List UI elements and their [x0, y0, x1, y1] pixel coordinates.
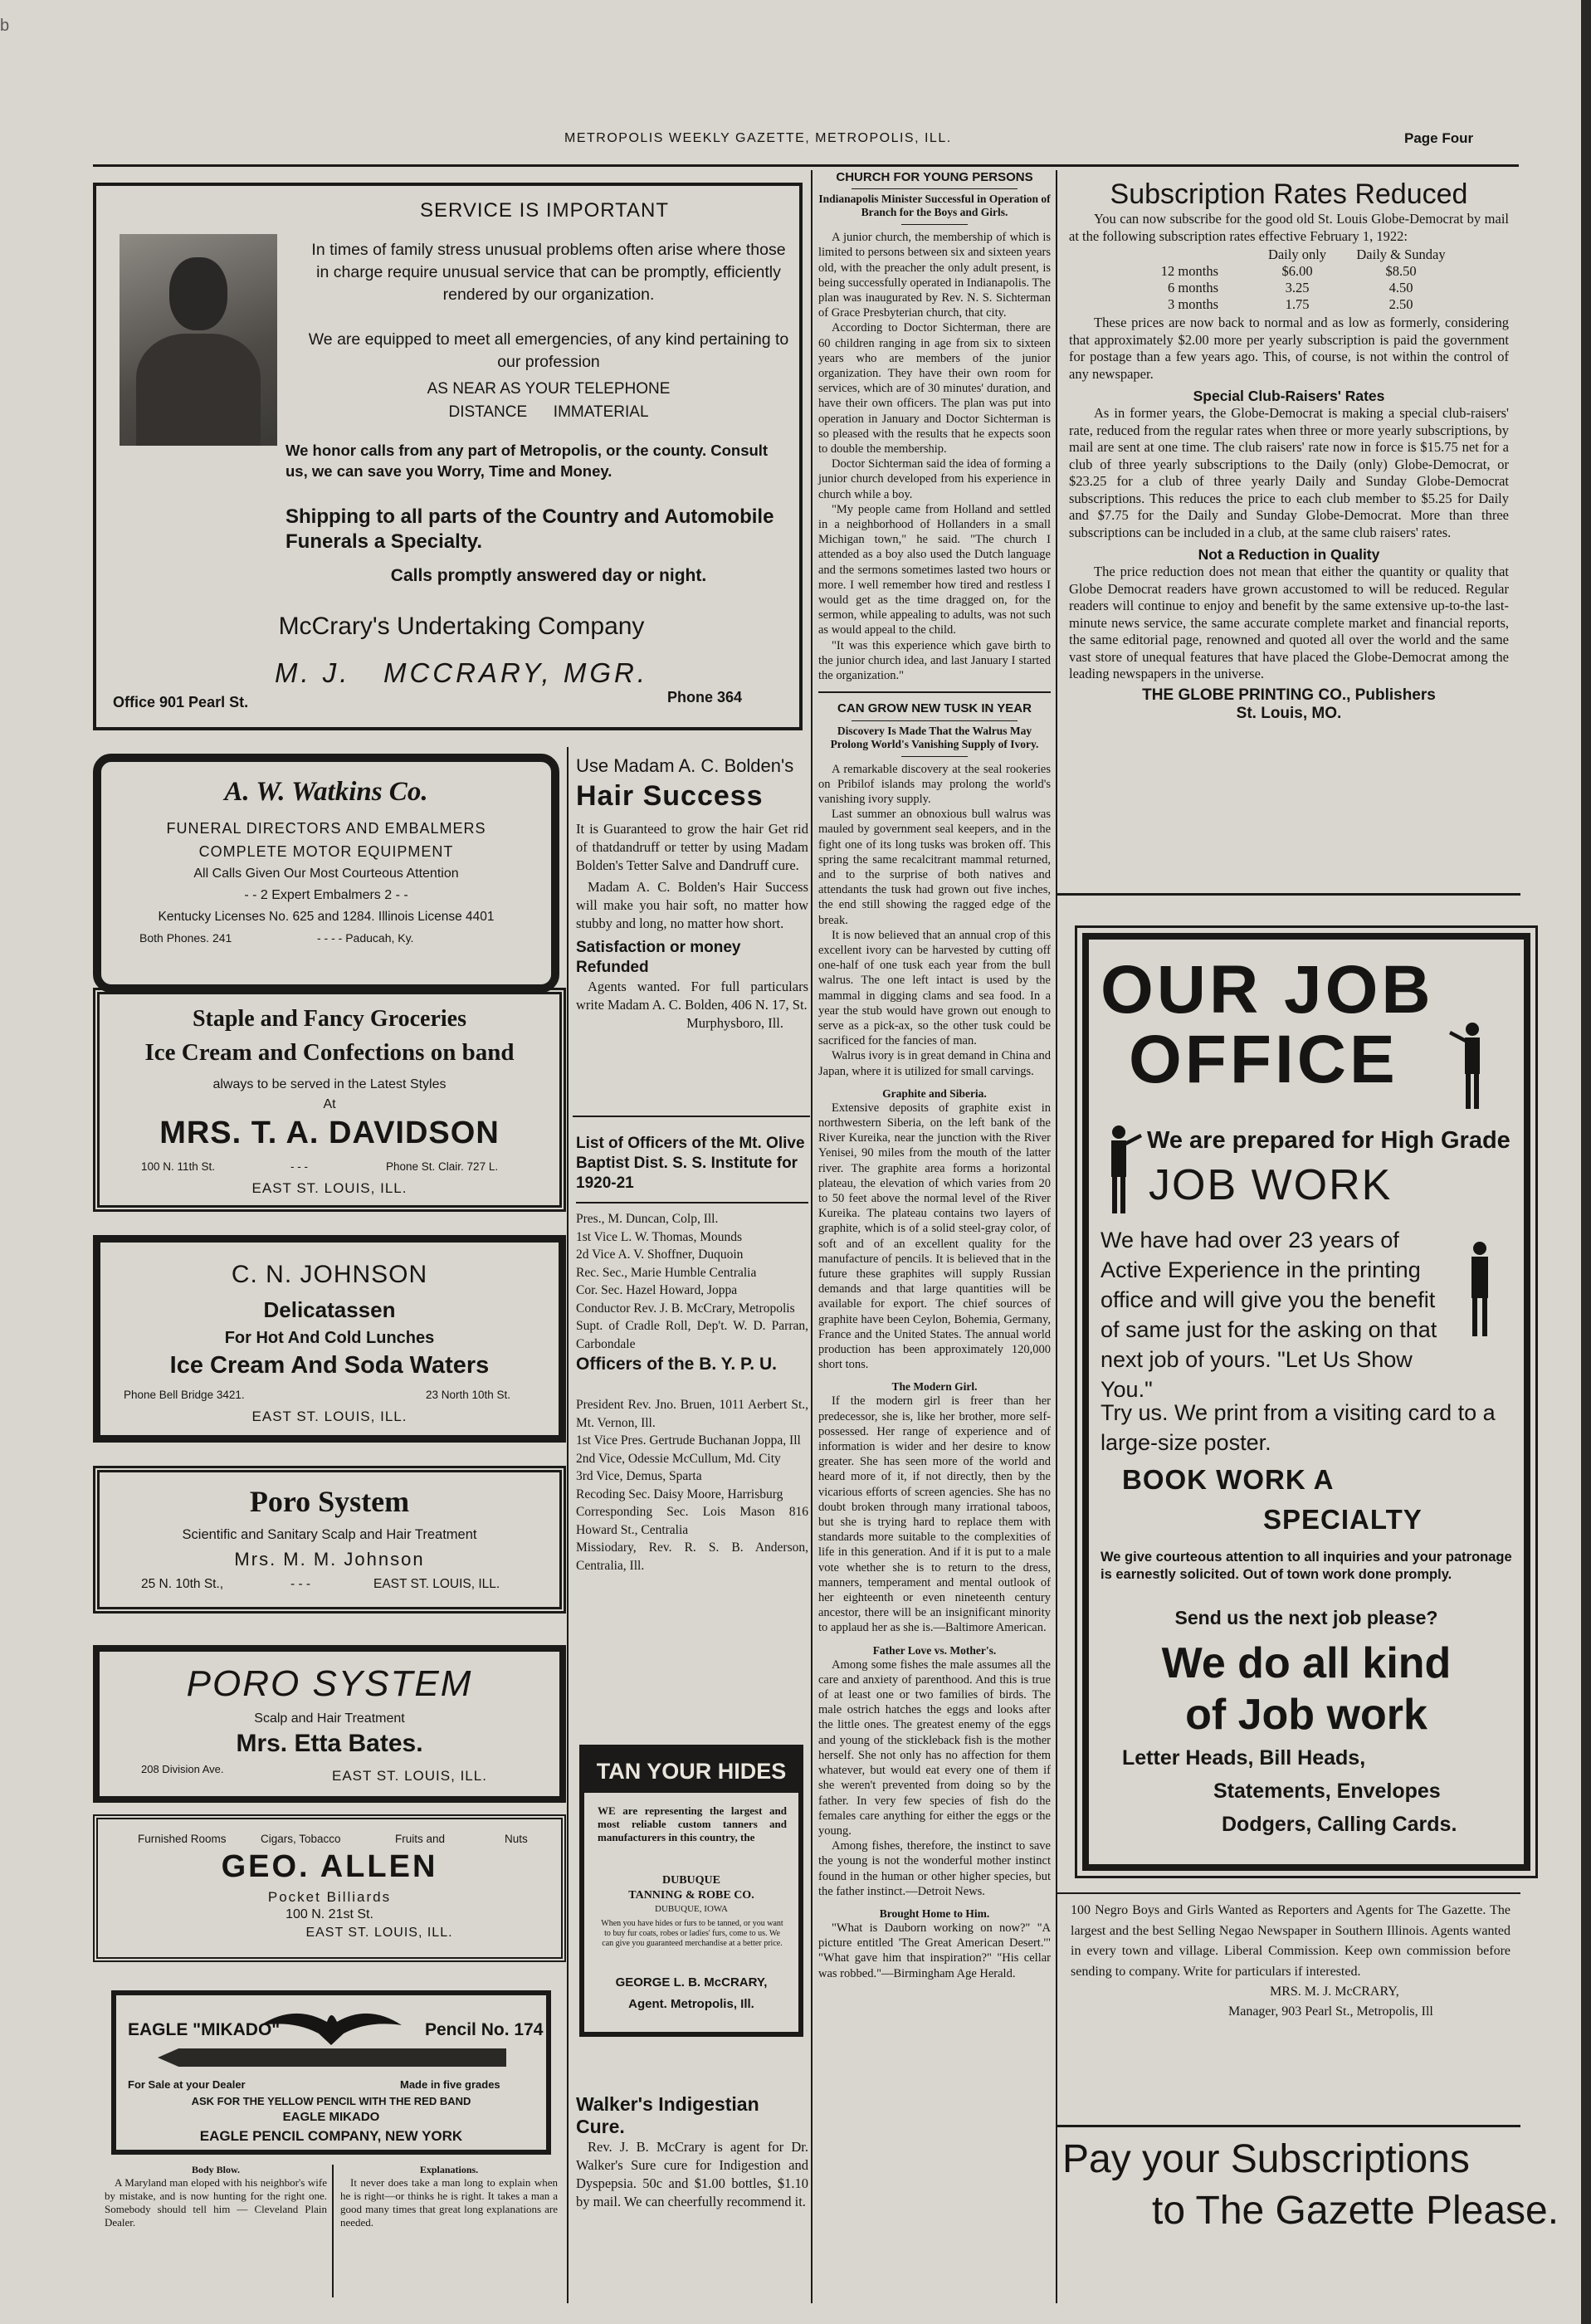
undertaker-intro: In times of family stress unusual problems often arise where those in charge require unusual service that can be promptly, efficiently rendered by our organization. — [311, 241, 786, 304]
father-heading: Father Love vs. Mother's. — [872, 1643, 997, 1657]
rates-cell: 1.75 — [1285, 296, 1310, 312]
officer-entry: Conductor Rev. J. B. McCrary, Metropolis — [576, 1301, 795, 1316]
bolden-agents: Agents wanted. For full particulars write Madam A. C. Bolden, 406 N. 17, St. — [576, 979, 808, 1013]
eagle-icon — [261, 2000, 402, 2047]
davidson-ad — [93, 988, 566, 1212]
job-specialty: SPECIALTY — [1263, 1504, 1423, 1535]
poro-bates-ad — [93, 1645, 566, 1803]
job-letter-heads: Letter Heads, Bill Heads, — [1122, 1746, 1366, 1770]
subscription-heading: Subscription Rates Reduced — [1110, 178, 1468, 210]
bypu-officer-entry: 2nd Vice, Odessie McCullum, Md. City — [576, 1451, 781, 1466]
hides-text: WE are representing the largest and most reliable custom tanners and manufacturers in this country, the — [598, 1804, 787, 1843]
watkins-phones: Both Phones. 241 — [139, 931, 232, 945]
bypu-heading: Officers of the B. Y. P. U. — [576, 1355, 777, 1374]
davidson-address: 100 N. 11th St. — [141, 1160, 216, 1173]
bolden-success: Madam A. C. Bolden's Hair Success will make you hair soft, no matter how stubby and long, no matter how short. — [576, 879, 808, 931]
walrus-paragraph: It is now believed that an annual crop of this excellent ivory can be harvested by cutting off one-half of one tusk each year from the bull walrus. The one left intact is used by the mammal in digging clams and sea food. In a year the stub would have grown out enough to serve as a pick-ax, so the other tusk could be sacrificed for the fancies of man. — [818, 928, 1051, 1048]
undertaker-office: Office 901 Pearl St. — [113, 694, 249, 710]
brought-paragraph: "What is Dauborn working on now?" "A picture entitled 'The Great American Desert.'" "What gave him that inspiration?" "His cellar was robbed."—Birmingham Age Herald. — [818, 1921, 1051, 1980]
page-edge — [1581, 0, 1591, 2324]
church-subheading: Indianapolis Minister Successful in Operation of Branch for the Boys and Girls. — [818, 193, 1051, 219]
rates-cell: 12 months — [1160, 263, 1218, 279]
heading-rule — [852, 188, 1018, 189]
portrait-photo — [120, 234, 277, 446]
rates-cell: 3.25 — [1285, 280, 1310, 295]
bolden-ad — [576, 755, 808, 1033]
graphite-heading: Graphite and Siberia. — [882, 1086, 987, 1100]
officers-article — [576, 1134, 808, 1575]
bypu-officer-entry: 1st Vice Pres. Gertrude Buchanan Joppa, Ill — [576, 1433, 801, 1448]
father-body — [818, 1658, 1051, 1899]
johnson-ad — [93, 1235, 566, 1443]
subscription-article — [1061, 178, 1517, 892]
rates-row — [1135, 296, 1459, 313]
father-paragraph: Among fishes, therefore, the instinct to save the young is not the wonderful mother instinct found in the human or other higher species, but the father instinct.—Detroit News. — [818, 1839, 1051, 1898]
quality-heading: Not a Reduction in Quality — [1198, 546, 1380, 563]
walrus-body — [818, 762, 1051, 1079]
hides-agent-city: Agent. Metropolis, Ill. — [628, 1997, 754, 2011]
officer-entry: Rec. Sec., Marie Humble Centralia — [576, 1265, 757, 1280]
bolden-satisfaction: Satisfaction or money Refunded — [576, 939, 741, 976]
moderngirl-paragraph: If the modern girl is freer than her predecessor, she is, like her brother, more self-possessed. Her range of experience and of information is wider and her desire to know greater. She has seen more of the world and heard more of it, if not directly, then by the vicarious efforts of screen agencies. She has no doubt broken through many irrational taboos, but she is trying hard to replace them with standards more suitable to the complexities of life in this generation. And if it is put to a male vote whether she is to return to the dress, manners, temperament and mental outlook of her eighteenth or even nineteenth century ancestor, there will be an insignificant minority to applaud her as she is.—Baltimore American. — [818, 1394, 1051, 1635]
hides-heading: TAN YOUR HIDES — [584, 1750, 798, 1793]
poro-johnson-treatment: Scientific and Sanitary Scalp and Hair Treatment — [182, 1527, 477, 1542]
allen-city: EAST ST. LOUIS, ILL. — [305, 1926, 453, 1940]
bypu-officer-entry: Corresponding Sec. Lois Mason 816 Howard St., Centralia — [576, 1505, 808, 1537]
explanations-text: It never does take a man long to explain when he is right—or thinks he is right. It takes a man a good many times that great long explanations are needed. — [340, 2176, 558, 2229]
agents-address: Manager, 903 Pearl St., Metropolis, Ill — [1228, 2004, 1433, 2019]
officers-heading: List of Officers of the Mt. Olive Baptist Dist. S. S. Institute for 1920-21 — [576, 1135, 805, 1192]
undertaker-heading: SERVICE IS IMPORTANT — [419, 199, 670, 222]
watkins-line5: Kentucky Licenses No. 625 and 1284. Illinois License 4401 — [158, 910, 495, 924]
rates-cell: $8.50 — [1385, 263, 1417, 279]
officers-list — [576, 1210, 808, 1353]
walrus-heading: CAN GROW NEW TUSK IN YEAR — [837, 701, 1032, 716]
allen-ad — [93, 1814, 566, 1962]
church-paragraph: "It was this experience which gave birth to the junior church idea, and last January I started the organization." — [818, 638, 1051, 683]
brought-body — [818, 1921, 1051, 1981]
job-dodgers: Dodgers, Calling Cards. — [1222, 1813, 1457, 1836]
portrait-head — [169, 257, 227, 330]
job-send-us: Send us the next job please? — [1174, 1607, 1438, 1628]
poro-johnson-city: EAST ST. LOUIS, ILL. — [373, 1577, 500, 1591]
church-paragraph: A junior church, the membership of which is limited to persons between six and sixteen years old, with the preacher the only adult present, is being successfully operated in Indianapolis. The plan was inaugurated by Rev. N. S. Sichterman of Grace Presbyterian church, that city. — [818, 231, 1051, 320]
margin-mark: b — [0, 17, 10, 35]
bypu-officer-entry: President Rev. Jno. Bruen, 1011 Aerbert St., Mt. Vernon, Ill. — [576, 1398, 808, 1430]
pencil-dealer: For Sale at your Dealer — [128, 2078, 246, 2091]
section-rule — [818, 691, 1051, 693]
body-blow-text: A Maryland man eloped with his neighbor's wife by mistake, and is now hunting for the right one. Somebody should tell him — Cleveland Plain Dealer. — [105, 2176, 327, 2229]
pay-line1: Pay your Subscriptions — [1062, 2137, 1470, 2181]
walker-text: Rev. J. B. McCrary is agent for Dr. Walker's Sure cure for Indigestion and Dyspepsia. 50c and $1.00 bottles, $1.10 by mail. We can cheerfully recommend it. — [576, 2139, 808, 2209]
allen-rooms: Furnished Rooms — [138, 1833, 227, 1845]
poro-johnson-proprietor: Mrs. M. M. Johnson — [234, 1549, 425, 1570]
undertaker-company: McCrary's Undertaking Company — [278, 613, 645, 640]
pencil-ad — [111, 1990, 551, 2155]
poro-johnson-dashes: - - - — [290, 1577, 311, 1591]
watkins-line3: All Calls Given Our Most Courteous Attention — [193, 867, 459, 881]
johnson-name: C. N. JOHNSON — [231, 1261, 428, 1288]
agents-signature: MRS. M. J. McCRARY, — [1270, 1985, 1399, 1999]
column-rule — [567, 747, 569, 2303]
pencil-brand: EAGLE "MIKADO" — [128, 2020, 281, 2039]
agents-text: 100 Negro Boys and Girls Wanted as Reporters and Agents for The Gazette. The largest and the best Selling Negao Newspaper in Southern Illinois. Agents wanted in every town and village. Liberal Commission. Keep own commission before sending to company. Write for particulars if interested. — [1071, 1903, 1510, 1979]
hides-company1: DUBUQUE — [661, 1874, 720, 1887]
news-column — [818, 170, 1051, 1981]
graphite-paragraph: Extensive deposits of graphite exist in northwestern Siberia, on the left bank of the River Kureika, near the junction with the River Yenisei, 90 miles from the mouth of the latter river. The graphite area forms a horizontal plateau, the elevation of which varies from 20 to 50 feet above the normal level of the River Kureika. The plateau contains two layers of graphite, which is of a solid steel-gray color, of soft and of an excellent quality for the manufacture of pencils. It is believed that in the future these graphites will supply Russian demands and that large quantities will be available for export. The chief sources of graphite have been Ceylon, Bohemia, Germany, France and the United States. The annual world production has been approximately 120,000 short tons. — [818, 1101, 1051, 1372]
poro-bates-name: PORO SYSTEM — [186, 1663, 473, 1704]
rates-cell: 4.50 — [1388, 280, 1413, 295]
body-blow-article — [105, 2163, 327, 2229]
man-standing-icon — [1459, 1240, 1501, 1340]
church-body — [818, 230, 1051, 683]
pay-line2: to The Gazette Please. — [1152, 2189, 1559, 2233]
graphite-body — [818, 1101, 1051, 1373]
bypu-officer-entry: 3rd Vice, Demus, Sparta — [576, 1469, 702, 1483]
undertaker-answered: Calls promptly answered day or night. — [390, 566, 707, 585]
section-rule — [1056, 893, 1520, 896]
explanations-article — [340, 2163, 558, 2229]
bypu-officer-entry: Missiodary, Rev. R. S. B. Anderson, Centralia, Ill. — [576, 1540, 808, 1573]
rates-cell: 6 months — [1168, 280, 1218, 295]
allen-billiards: Pocket Billiards — [267, 1889, 392, 1905]
man-pointing-icon — [1097, 1124, 1144, 1217]
rates-header-daily: Daily only — [1267, 247, 1327, 262]
job-courteous: We give courteous attention to all inquiries and your patronage is earnestly solicited. Out of town work done promply. — [1101, 1550, 1512, 1582]
section-rule — [1056, 2125, 1520, 2127]
bolden-guarantee: It is Guaranteed to grow the hair Get rid of thatdandruff or tetter by using Madam Bolden's Tetter Salve and Dandruff cure. — [576, 821, 808, 873]
davidson-served: always to be served in the Latest Styles — [212, 1077, 447, 1091]
moderngirl-body — [818, 1394, 1051, 1635]
johnson-phone: Phone Bell Bridge 3421. — [124, 1389, 245, 1401]
pencil-mikado: EAGLE MIKADO — [282, 2110, 380, 2124]
johnson-address: 23 North 10th St. — [426, 1389, 511, 1401]
section-rule — [576, 1202, 808, 1204]
section-rule — [1056, 1892, 1520, 1894]
hides-company2: TANNING & ROBE CO. — [628, 1889, 754, 1902]
brought-heading: Brought Home to Him. — [879, 1907, 990, 1920]
bypu-list — [576, 1396, 808, 1575]
johnson-delicatessen: Delicatassen — [263, 1297, 396, 1322]
publisher-name: THE GLOBE PRINTING CO., Publishers — [1142, 686, 1436, 704]
undertaker-ad — [93, 183, 803, 730]
bolden-product: Hair Success — [576, 780, 764, 812]
poro-bates-treatment: Scalp and Hair Treatment — [254, 1711, 405, 1726]
walrus-paragraph: A remarkable discovery at the seal rookeries on Pribilof islands may prolong the world's vanishing ivory supply. — [818, 762, 1051, 806]
poro-johnson-address: 25 N. 10th St., — [141, 1577, 224, 1591]
job-office-ad — [1082, 933, 1530, 1871]
undertaker-shipping: Shipping to all parts of the Country and Automobile Funerals a Specialty. — [286, 505, 774, 553]
officer-entry: Cor. Sec. Hazel Howard, Joppa — [576, 1283, 738, 1297]
davidson-name: MRS. T. A. DAVIDSON — [159, 1116, 500, 1150]
heading-rule — [901, 224, 968, 225]
officer-entry: Pres., M. Duncan, Colp, Ill. — [576, 1212, 719, 1226]
hides-small: When you have hides or furs to be tanned, or you want to buy fur coats, robes or ladies' furs, come to us. We can give you guaranteed merchandise at a better price. — [601, 1919, 783, 1948]
publisher-city: St. Louis, MO. — [1236, 704, 1342, 722]
club-text: As in former years, the Globe-Democrat is making a special club-raisers' rate, reduced from the regular rates when three or more yearly subscriptions, by mail are sent at one time. The club raisers' rate now in force is $15.75 net for a club of three yearly subscriptions to the Daily (only) Globe-Democrat, or $23.25 for a club of three yearly Daily and Sunday Globe-Democrat subscriptions. This reduces the price to each club member to $5.25 for Daily and $7.75 for the Daily and Sunday Globe-Democrat. More than three subscriptions can be included in a club, at the same club raisers' rates. — [1069, 405, 1509, 540]
allen-fruits: Fruits and — [395, 1833, 446, 1845]
portrait-body — [136, 334, 261, 446]
allen-cigars: Cigars, Tobacco — [261, 1833, 341, 1845]
job-statements: Statements, Envelopes — [1213, 1780, 1441, 1803]
job-experience: We have had over 23 years of Active Experience in the printing office and will give you the benefit of same just for the asking on that next job of yours. "Let Us Show You." — [1101, 1228, 1437, 1402]
rates-row — [1135, 263, 1459, 280]
church-paragraph: Doctor Sichterman said the idea of forming a junior church developed from his experience in church while a boy. — [818, 457, 1051, 501]
johnson-lunches: For Hot And Cold Lunches — [224, 1329, 435, 1347]
bolden-city: Murphysboro, Ill. — [686, 1015, 783, 1031]
walker-ad — [576, 2093, 808, 2211]
hides-ad — [579, 1745, 803, 2037]
undertaker-equipped: We are equipped to meet all emergencies, of any kind pertaining to our profession — [308, 330, 789, 371]
officer-entry: Supt. of Cradle Roll, Dep't. W. D. Parran, Carbondale — [576, 1319, 808, 1351]
man-pointing-icon — [1447, 1021, 1494, 1112]
allen-address: 100 N. 21st St. — [286, 1907, 373, 1921]
column-rule — [332, 2165, 334, 2297]
davidson-groceries: Staple and Fancy Groceries — [192, 1006, 466, 1032]
allen-name: GEO. ALLEN — [221, 1849, 438, 1884]
watkins-line4: - - 2 Expert Embalmers 2 - - — [244, 888, 408, 902]
walrus-paragraph: Walrus ivory is in great demand in China and Japan, where it is utilized for small carvings. — [818, 1049, 1051, 1078]
pencil-ask: ASK FOR THE YELLOW PENCIL WITH THE RED BAND — [191, 2095, 471, 2107]
watkins-city: - - - - Paducah, Ky. — [317, 931, 414, 945]
poro-johnson-ad — [93, 1466, 566, 1614]
walrus-subheading: Discovery Is Made That the Walrus May Prolong World's Vanishing Supply of Ivory. — [830, 724, 1039, 750]
job-prepared: We are prepared for High Grade — [1147, 1127, 1510, 1154]
club-heading: Special Club-Raisers' Rates — [1193, 388, 1385, 404]
hides-agent: GEORGE L. B. McCRARY, — [615, 1975, 768, 1990]
davidson-city: EAST ST. LOUIS, ILL. — [251, 1180, 408, 1196]
subscription-rates-table — [1135, 247, 1459, 313]
poro-johnson-name: Poro System — [249, 1485, 410, 1518]
allen-nuts: Nuts — [505, 1833, 528, 1845]
poro-bates-address: 208 Division Ave. — [141, 1763, 224, 1775]
watkins-line1: FUNERAL DIRECTORS AND EMBALMERS — [166, 820, 486, 837]
church-paragraph: "My people came from Holland and settled in a neighborhood of Hollanders in a small Michigan town," he said. "The church I attended as a boy also used the Dutch language and the sermons sometimes lasted two hours or more. I well remember how tired and restless I would get as the time dragged on, for the sermon, while appealing to adults, was not such as would appeal to the child. — [818, 502, 1051, 637]
rates-cell: 3 months — [1168, 296, 1218, 312]
watkins-ad — [93, 754, 559, 993]
undertaker-distance: DISTANCE IMMATERIAL — [448, 403, 649, 421]
davidson-phone: Phone St. Clair. 727 L. — [386, 1160, 499, 1173]
agents-ad — [1071, 1901, 1510, 2022]
rates-cell: $6.00 — [1281, 263, 1313, 279]
poro-bates-proprietor: Mrs. Etta Bates. — [236, 1730, 423, 1757]
officer-entry: 1st Vice L. W. Thomas, Mounds — [576, 1229, 743, 1244]
heading-rule — [901, 756, 968, 757]
page-number: Page Four — [1404, 130, 1474, 146]
poro-bates-city: EAST ST. LOUIS, ILL. — [332, 1768, 487, 1784]
hides-company3: DUBUQUE, IOWA — [655, 1904, 728, 1914]
undertaker-manager: M. J. MCCRARY, MGR. — [274, 657, 649, 688]
heading-rule — [852, 720, 1018, 721]
rates-cell: 2.50 — [1388, 296, 1413, 312]
rates-header-sunday: Daily & Sunday — [1356, 247, 1446, 262]
masthead-title: METROPOLIS WEEKLY GAZETTE, METROPOLIS, ILL. — [564, 131, 952, 145]
job-office-heading1: OUR JOB — [1101, 952, 1434, 1028]
masthead-rule — [93, 164, 1519, 167]
watkins-name: A. W. Watkins Co. — [224, 777, 428, 807]
walrus-paragraph: Last summer an obnoxious bull walrus was mauled by government seal keepers, and in the fight one of its long tusks was broken off. This spring the same recalcitrant mammal returned, and to the surprise of both natives and attendants the tusk had grown out five inches, the end still showing the ragged edge of the break. — [818, 808, 1051, 927]
job-of-work: of Job work — [1185, 1691, 1428, 1739]
job-book-work: BOOK WORK A — [1122, 1464, 1335, 1495]
undertaker-telephone: AS NEAR AS YOUR TELEPHONE — [427, 380, 671, 398]
quality-text: The price reduction does not mean that either the quantity or quality that Globe Democrat readers have grown accustomed to will be reduced. Regular readers will continue to enjoy and benefit by the same extensive up-to-the last-minute news service, the same accurate complete market and financial reports, the same editorial page, renowned and quoted all over the world and the same vast store of unequal features that have placed the Globe-Democrat among the leading newspapers in the universe. — [1069, 564, 1509, 681]
job-work-heading: JOB WORK — [1149, 1161, 1393, 1209]
officer-entry: 2d Vice A. V. Shoffner, Duquoin — [576, 1247, 744, 1262]
watkins-line2: COMPLETE MOTOR EQUIPMENT — [198, 843, 454, 860]
johnson-city: EAST ST. LOUIS, ILL. — [251, 1409, 408, 1424]
section-rule — [573, 1116, 810, 1117]
job-try-us: Try us. We print from a visiting card to a large-size poster. — [1101, 1400, 1496, 1455]
church-paragraph: According to Doctor Sichterman, there are 60 children ranging in age from six to sixteen years who are members of the junior organization. They have their own room for services, which are of 30 minutes' duration, and have their own officers. The plan was put into operation in January and Doctor Sichterman is so pleased with the results that he expects soon to double the membership. — [818, 321, 1051, 456]
job-all-kind: We do all kind — [1161, 1639, 1452, 1687]
pencil-company: EAGLE PENCIL COMPANY, NEW YORK — [199, 2128, 463, 2144]
walker-heading: Walker's Indigestian Cure. — [576, 2093, 759, 2137]
job-office-heading2: OFFICE — [1129, 1022, 1398, 1097]
subscription-intro: You can now subscribe for the good old St. Louis Globe-Democrat by mail at the following subscription rates effective February 1, 1922: — [1069, 211, 1509, 244]
father-paragraph: Among some fishes the male assumes all the care and anxiety of parenthood. And this is true of at least one or two families of birds. The male ostrich hatches the eggs and looks after the little ones. The greatest enemy of the eggs and young of the stickleback fish is the mother herself. She not only has no affection for them whatever, but would eat every one of them if she weren't prevented from doing so by the father. In very few species of fish do the females care anything for either the eggs or the young. — [818, 1658, 1051, 1838]
rates-row — [1135, 280, 1459, 296]
column-rule — [811, 170, 813, 2303]
church-heading: CHURCH FOR YOUNG PERSONS — [836, 170, 1033, 184]
pencil-grades: Made in five grades — [400, 2078, 500, 2091]
undertaker-calls: We honor calls from any part of Metropolis, or the county. Consult us, we can save you Worry, Time and Money. — [286, 442, 769, 480]
johnson-icecream: Ice Cream And Soda Waters — [169, 1352, 490, 1379]
subscription-prices: These prices are now back to normal and as low as formerly, considering that approximately $2.00 more per yearly subscription is paid the government for postage than a few years ago. This, of course, is not within the control of any newspaper. — [1069, 315, 1509, 382]
column-rule — [1056, 170, 1057, 2303]
body-blow-heading: Body Blow. — [191, 2164, 241, 2175]
bypu-officer-entry: Recoding Sec. Daisy Moore, Harrisburg — [576, 1487, 783, 1501]
explanations-heading: Explanations. — [419, 2164, 479, 2175]
davidson-at: At — [323, 1097, 336, 1111]
bolden-heading: Use Madam A. C. Bolden's — [576, 755, 794, 776]
davidson-dashes: - - - — [290, 1160, 308, 1173]
undertaker-phone: Phone 364 — [667, 689, 743, 706]
moderngirl-heading: The Modern Girl. — [891, 1380, 978, 1394]
pencil-number: Pencil No. 174 — [425, 2020, 544, 2039]
pencil-icon — [158, 2048, 506, 2067]
davidson-icecream: Ice Cream and Confections on band — [144, 1039, 515, 1066]
